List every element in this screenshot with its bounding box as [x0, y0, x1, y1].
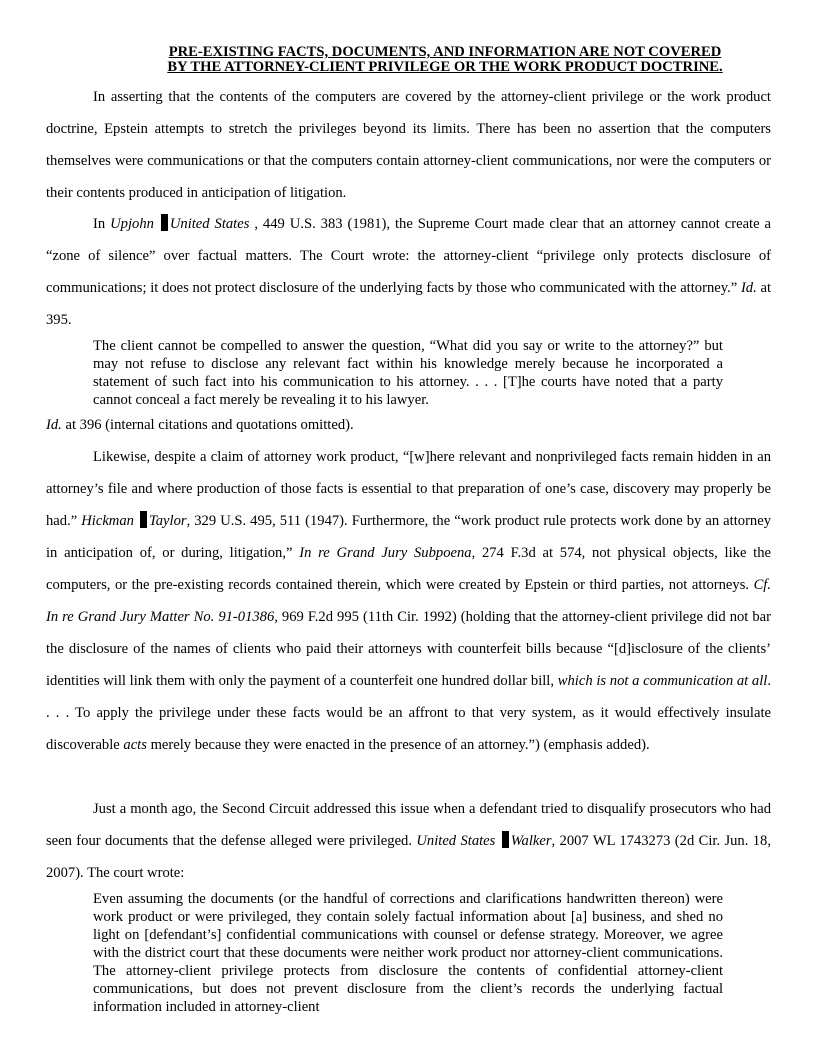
- para3-b: , 329 U.S. 495, 511 (1947). Furthermore, the “work product rule protects work done by an attorney in anticipation of, or during, litigation,”: [46, 513, 771, 561]
- case-name-taylor: Taylor: [148, 513, 187, 529]
- para3-emphasis-1: which is not a communication at all: [557, 673, 768, 689]
- para2-lead: In: [93, 216, 106, 232]
- paragraph-2: [46, 208, 771, 336]
- paragraph-2-text: [46, 208, 771, 336]
- case-name-walker: Walker: [510, 833, 552, 849]
- block-quote-2-text: Even assuming the documents (or the handful of corrections and clarifications handwritten thereon) were work product or were privileged, they contain solely factual information about [a] business, and shed no light on [defendant’s] confidential communications with counsel or defense strategy. Moreover, we agree with the district court that these documents were neither work product nor attorney-client communications. The attorney-client privilege protects from disclosure the contents of confidential attorney-client communications, but does not prevent disclosure from the client’s records the underlying factual information included in attorney-client: [93, 891, 723, 1015]
- para3-emphasis-acts: acts: [123, 737, 147, 753]
- heading-line-1: PRE-EXISTING FACTS, DOCUMENTS, AND INFORMATION ARE NOT COVERED: [168, 44, 722, 60]
- case-name-united-states: United States: [169, 216, 250, 232]
- redaction-mark: [161, 214, 168, 231]
- case-name-hickman: Hickman: [81, 513, 134, 529]
- para3-e: . . . . To apply the privilege under these facts would be an affront to that very system, as it would effectively insulate discoverable: [46, 673, 771, 753]
- paragraph-1-text: In asserting that the contents of the computers are covered by the attorney-client privilege or the work product doctrine, Epstein attempts to stretch the privileges beyond its limits. There has been no assertion that the computers themselves were communications or that the computers contain attorney-client communications, nor were the computers or their contents produced in anticipation of litigation.: [46, 89, 771, 201]
- para3-c: , 274 F.3d at 574, not physical objects, like the computers, or the pre-existing records contained therein, which were created by Epstein or third parties, not attorneys.: [46, 545, 771, 593]
- case-name-grand-jury-matter: Cf. In re Grand Jury Matter No. 91-01386: [46, 577, 771, 625]
- cite1-id: Id.: [46, 417, 62, 433]
- block-quote-2: [93, 890, 723, 1016]
- paragraph-3-text: [46, 441, 771, 761]
- redaction-mark: [140, 511, 147, 528]
- redaction-mark: [502, 831, 509, 848]
- paragraph-3: [46, 441, 771, 761]
- case-name-grand-jury-subpoena: In re Grand Jury Subpoena: [299, 545, 472, 561]
- cite1-rest: at 396 (internal citations and quotations omitted).: [61, 417, 354, 433]
- heading-line-2: BY THE ATTORNEY-CLIENT PRIVILEGE OR THE WORK PRODUCT DOCTRINE.: [167, 59, 723, 75]
- para3-f: merely because they were enacted in the presence of an attorney.”) (emphasis added).: [150, 737, 650, 753]
- para2-pin-cite: at 395.: [46, 280, 772, 328]
- para3-d: , 969 F.2d 995 (11th Cir. 1992) (holding that the attorney-client privilege did not bar the disclosure of the names of clients who paid their attorneys with counterfeit bills because “[d]isclosure of the clients’ identities will link them with only the payment of a counterfeit one hundred dollar bill,: [46, 609, 771, 689]
- paragraph-4-text: [46, 793, 771, 889]
- paragraph-1: [46, 81, 771, 209]
- paragraph-4: [46, 793, 771, 889]
- section-heading: [100, 45, 790, 75]
- case-name-united-states-2: United States: [416, 833, 496, 849]
- block-quote-1-text: The client cannot be compelled to answer the question, “What did you say or write to the attorney?” but may not refuse to disclose any relevant fact within his knowledge merely because he incorporated a statement of such fact into his communication to his attorney. . . . [T]he courts have noted that a party cannot conceal a fact merely be revealing it to his lawyer.: [93, 338, 723, 408]
- para2-body: , 449 U.S. 383 (1981), the Supreme Court made clear that an attorney cannot create a “zone of silence” over factual matters. The Court wrote: the attorney-client “privilege only protects disclosure of communications; it does not protect disclosure of the underlying facts by those who communicated with the attorney.”: [46, 216, 771, 296]
- id-citation: Id.: [740, 280, 757, 296]
- para4-b: , 2007 WL 1743273 (2d Cir. Jun. 18, 2007). The court wrote:: [46, 833, 771, 881]
- case-name-upjohn: Upjohn: [110, 216, 154, 232]
- citation-1: [46, 416, 354, 434]
- block-quote-1: [93, 337, 723, 409]
- para4-a: Just a month ago, the Second Circuit addressed this issue when a defendant tried to disqualify prosecutors who had seen four documents that the defense alleged were privileged.: [46, 801, 771, 849]
- para3-a: Likewise, despite a claim of attorney work product, “[w]here relevant and nonprivileged facts remain hidden in an attorney’s file and where production of those facts is essential to that preparation of one’s case, discovery may properly be had.”: [46, 449, 771, 529]
